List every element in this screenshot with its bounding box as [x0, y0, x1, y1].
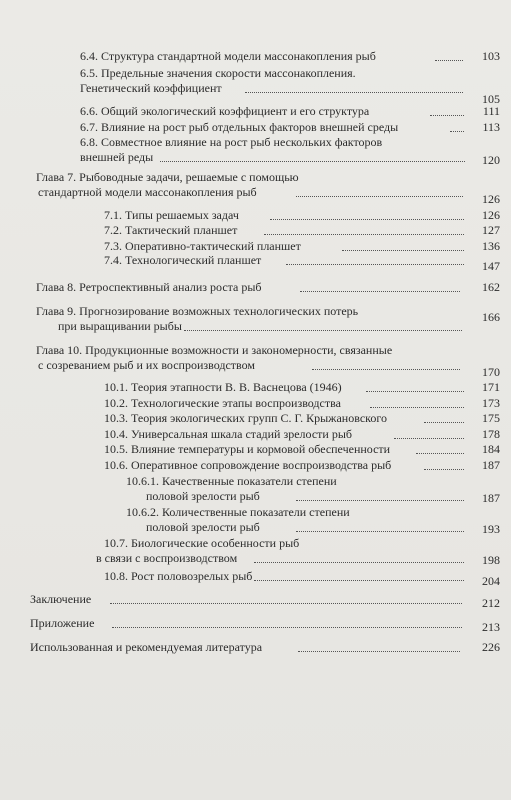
dot-leader [296, 500, 464, 501]
toc-entry-title: 10.8. Рост половозрелых рыб [104, 569, 253, 583]
toc-entry-title: внешней реды [80, 150, 154, 164]
toc-chapter-entry [36, 170, 500, 206]
dot-leader [110, 603, 462, 604]
toc-entry [104, 208, 500, 223]
toc-entry-title: в связи с воспроизводством [96, 551, 238, 565]
toc-entry-title: при выращивании рыбы [58, 319, 182, 333]
dot-leader [370, 407, 464, 408]
toc-entry-title: 7.4. Технологический планшет [104, 253, 262, 267]
toc-entry [104, 239, 500, 254]
toc-entry [80, 66, 500, 106]
toc-entry-title: 6.8. Совместное влияние на рост рыб нескольких факторов [80, 135, 383, 149]
toc-entry [104, 569, 500, 588]
toc-page-number: 147 [482, 259, 500, 273]
dot-leader [184, 330, 462, 331]
dot-leader [296, 531, 464, 532]
toc-page-number: 103 [482, 49, 500, 63]
toc-entry-title: Глава 10. Продукционные возможности и закономерности, связанные [36, 343, 393, 357]
toc-page-number: 173 [482, 396, 500, 410]
toc-entry [104, 427, 500, 442]
toc-page-number: 111 [482, 104, 500, 118]
toc-entry-title: 10.3. Теория экологических групп С. Г. Крыжановского [104, 411, 387, 425]
toc-entry [80, 135, 500, 165]
toc-entry [96, 536, 500, 567]
toc-page-number: 187 [482, 491, 500, 505]
toc-entry-title: Глава 7. Рыбоводные задачи, решаемые с помощью [36, 170, 299, 184]
toc-page-number: 113 [482, 120, 500, 134]
toc-entry [126, 474, 500, 504]
toc-entry [80, 49, 500, 64]
toc-entry [126, 505, 500, 535]
toc-entry-title: 10.6.1. Качественные показатели степени [126, 474, 337, 488]
toc-entry-title: Приложение [30, 616, 95, 630]
dot-leader [286, 264, 464, 265]
toc-page-number: 226 [482, 640, 500, 654]
toc-chapter-entry [36, 280, 500, 295]
toc-page-number: 204 [482, 574, 500, 588]
toc-page-number: 126 [482, 208, 500, 222]
toc-chapter-entry [30, 616, 500, 634]
dot-leader [342, 250, 464, 251]
toc-entry [80, 120, 500, 135]
dot-leader [160, 161, 465, 162]
dot-leader [112, 627, 462, 628]
toc-entry-title: 10.6.2. Количественные показатели степени [126, 505, 350, 519]
dot-leader [300, 291, 460, 292]
dot-leader [424, 469, 464, 470]
toc-entry-title: 10.6. Оперативное сопровождение воспроизводства рыб [104, 458, 392, 472]
dot-leader [254, 580, 464, 581]
toc-page-number: 193 [482, 522, 500, 536]
dot-leader [270, 219, 464, 220]
dot-leader [264, 234, 464, 235]
toc-page-number: 184 [482, 442, 500, 456]
toc-entry-title: Глава 9. Прогнозирование возможных технологических потерь [36, 304, 359, 318]
toc-entry [104, 411, 500, 426]
dot-leader [394, 438, 464, 439]
dot-leader [366, 391, 464, 392]
dot-leader [435, 60, 463, 61]
dot-leader [416, 453, 464, 454]
toc-chapter-entry [36, 343, 500, 379]
toc-entry [104, 380, 500, 395]
toc-entry-title: 10.1. Теория этапности В. В. Васнецова (1946) [104, 380, 342, 394]
dot-leader [430, 115, 464, 116]
toc-entry-title: половой зрелости рыб [146, 520, 260, 534]
toc-entry-title: Использованная и рекомендуемая литература [30, 640, 263, 654]
toc-page-number: 178 [482, 427, 500, 441]
toc-page-number: 126 [482, 192, 500, 206]
toc-entry [80, 104, 500, 119]
toc-page-number: 198 [482, 553, 500, 567]
toc-chapter-entry [30, 592, 500, 610]
dot-leader [245, 92, 463, 93]
toc-entry-title: 6.7. Влияние на рост рыб отдельных факторов внешней среды [80, 120, 399, 134]
toc-page-number: 175 [482, 411, 500, 425]
toc-entry-title: 10.2. Технологические этапы воспроизводства [104, 396, 341, 410]
toc-entry-title: стандартной модели массонакопления рыб [38, 185, 257, 199]
toc-entry-title: Глава 8. Ретроспективный анализ роста рыб [36, 280, 262, 294]
toc-entry [104, 223, 500, 238]
toc-page-number: 127 [482, 223, 500, 237]
toc-entry-title: 6.6. Общий экологический коэффициент и его структура [80, 104, 370, 118]
toc-page-number: 212 [482, 596, 500, 610]
dot-leader [298, 651, 460, 652]
dot-leader [312, 369, 460, 370]
toc-entry [104, 253, 500, 273]
dot-leader [424, 422, 464, 423]
toc-entry-title: с созреванием рыб и их воспроизводством [38, 358, 255, 372]
toc-chapter-entry [36, 304, 500, 334]
toc-page-number: 213 [482, 620, 500, 634]
dot-leader [296, 196, 463, 197]
dot-leader [450, 131, 464, 132]
toc-entry [104, 458, 500, 473]
toc-page-number: 136 [482, 239, 500, 253]
dot-leader [254, 562, 464, 563]
toc-entry [104, 442, 500, 457]
toc-page-number: 171 [482, 380, 500, 394]
toc-page-number: 162 [482, 280, 500, 294]
toc-entry-title: 7.1. Типы решаемых задач [104, 208, 239, 222]
toc-entry [104, 396, 500, 411]
toc-page-number: 105 [482, 92, 500, 106]
toc-entry-title: Генетический коэффициент [80, 81, 222, 95]
toc-page-number: 187 [482, 458, 500, 472]
toc-entry-title: 10.5. Влияние температуры и кормовой обеспеченности [104, 442, 391, 456]
toc-entry-title: 10.4. Универсальная шкала стадий зрелости рыб [104, 427, 352, 441]
toc-entry-title: 6.5. Предельные значения скорости массонакопления. [80, 66, 356, 80]
toc-entry-title: половой зрелости рыб [146, 489, 260, 503]
toc-page-number: 166 [482, 310, 500, 324]
toc-entry-title: 10.7. Биологические особенности рыб [104, 536, 300, 550]
toc-page-number: 170 [482, 365, 500, 379]
toc-entry-title: 7.3. Оперативно-тактический планшет [104, 239, 301, 253]
toc-entry-title: 6.4. Структура стандартной модели массонакопления рыб [80, 49, 376, 63]
toc-entry-title: 7.2. Тактический планшет [104, 223, 238, 237]
toc-chapter-entry [30, 640, 500, 655]
toc-entry-title: Заключение [30, 592, 92, 606]
toc-page-number: 120 [482, 153, 500, 167]
